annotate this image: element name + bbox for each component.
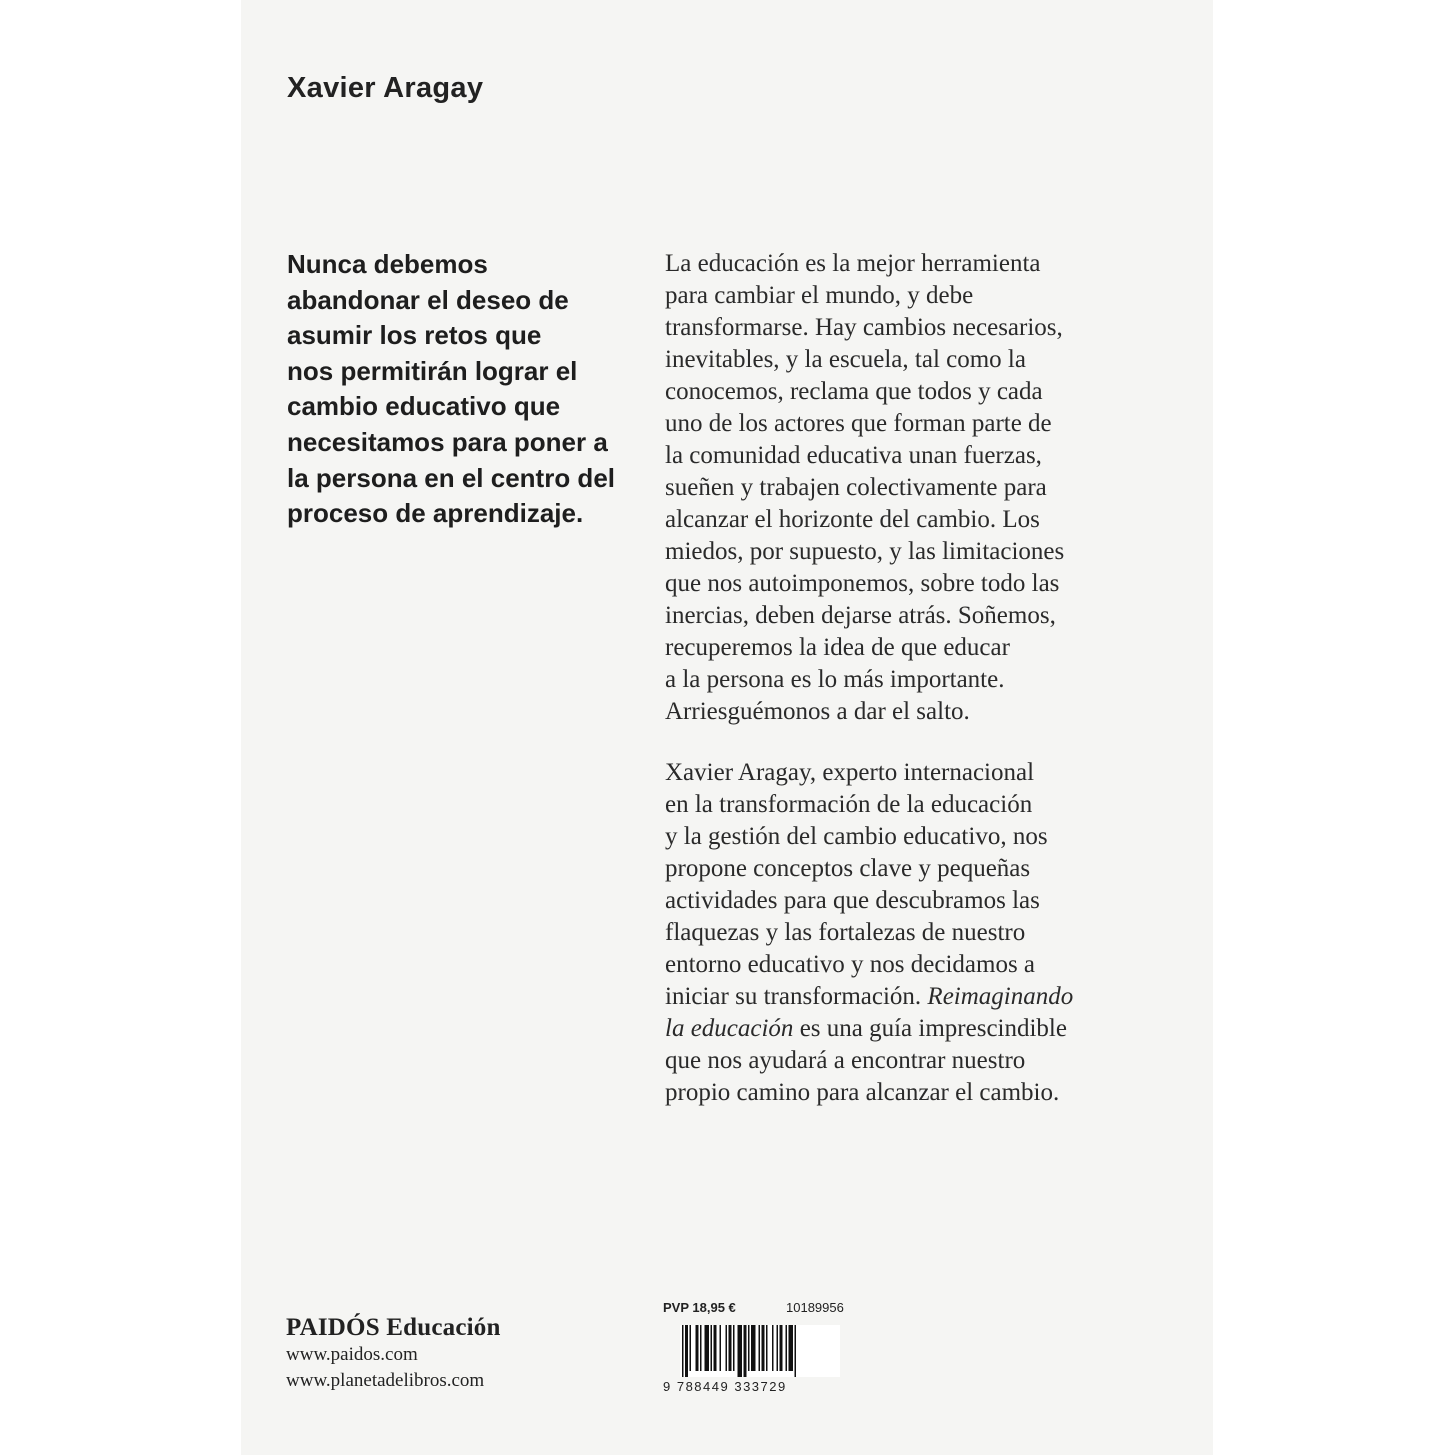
text-line: actividades para que descubramos las xyxy=(665,887,1040,914)
author-bio-paragraph xyxy=(665,757,1165,1109)
text-line: inevitables, y la escuela, tal como la xyxy=(665,346,1026,373)
text-line: propio camino para alcanzar el cambio. xyxy=(665,1079,1060,1106)
text-line: en la transformación de la educación xyxy=(665,791,1033,818)
barcode-bar xyxy=(711,1325,713,1371)
barcode-bars xyxy=(680,1325,840,1377)
pull-quote-line: necesitamos para poner a xyxy=(287,426,608,457)
text-line: recuperemos la idea de que educar xyxy=(665,634,1010,661)
text-line: que nos autoimponemos, sobre todo las xyxy=(665,570,1060,597)
synopsis-paragraph xyxy=(665,248,1165,728)
barcode-bar xyxy=(682,1325,684,1377)
text-line: sueñen y trabajen colectivamente para xyxy=(665,474,1047,501)
barcode-bar xyxy=(780,1325,783,1371)
barcode-bar xyxy=(786,1325,788,1371)
text-line: alcanzar el horizonte del cambio. Los xyxy=(665,506,1040,533)
barcode-bar xyxy=(777,1325,779,1371)
barcode-bar xyxy=(772,1325,774,1371)
text-line xyxy=(665,1013,1165,1045)
barcode-bar xyxy=(748,1325,750,1371)
text-line: a la persona es lo más importante. xyxy=(665,666,1005,693)
isbn-digits: 9 788449 333729 xyxy=(663,1379,787,1394)
text-line xyxy=(665,981,1165,1013)
book-title-italic: Reimaginando xyxy=(927,983,1074,1010)
product-code: 10189956 xyxy=(786,1300,844,1315)
book-title-italic: la educación xyxy=(665,1015,794,1042)
publisher-url: www.paidos.com xyxy=(286,1344,418,1365)
publisher-url: www.planetadelibros.com xyxy=(286,1370,485,1391)
text-line: miedos, por supuesto, y las limitaciones xyxy=(665,538,1065,565)
text-line: que nos ayudará a encontrar nuestro xyxy=(665,1047,1026,1074)
text-line: propone conceptos clave y pequeñas xyxy=(665,855,1031,882)
pull-quote-line: cambio educativo que xyxy=(287,391,561,422)
text-line: y la gestión del cambio educativo, nos xyxy=(665,823,1048,850)
barcode-bar xyxy=(766,1325,768,1371)
barcode-bar xyxy=(705,1325,710,1371)
text-line: la comunidad educativa unan fuerzas, xyxy=(665,442,1042,469)
barcode-bar xyxy=(751,1325,756,1371)
text-line: conocemos, reclama que todos y cada xyxy=(665,378,1043,405)
publisher-block xyxy=(286,1314,501,1394)
barcode-bar xyxy=(685,1325,688,1377)
barcode-bar xyxy=(714,1325,717,1371)
text-line: La educación es la mejor herramienta xyxy=(665,250,1041,277)
author-name: Xavier Aragay xyxy=(287,72,484,104)
barcode-bar xyxy=(762,1325,765,1371)
pull-quote-line: la persona en el centro del xyxy=(287,462,615,493)
text-line: Arriesguémonos a dar el salto. xyxy=(665,698,970,725)
barcode-bar xyxy=(744,1325,747,1377)
barcode-bar xyxy=(720,1325,722,1371)
text-line: Xavier Aragay, experto internacional xyxy=(665,759,1035,786)
barcode-bar xyxy=(696,1325,699,1371)
barcode-bar xyxy=(733,1325,735,1371)
text-line: flaquezas y las fortalezas de nuestro xyxy=(665,919,1026,946)
barcode-bar xyxy=(738,1325,743,1377)
barcode-bar xyxy=(690,1325,692,1371)
pull-quote-line: asumir los retos que xyxy=(287,320,542,351)
pull-quote-line: Nunca debemos xyxy=(287,249,488,279)
pull-quote-line: proceso de aprendizaje. xyxy=(287,498,584,529)
pull-quote xyxy=(287,247,647,532)
text-line: uno de los actores que forman parte de xyxy=(665,410,1052,437)
publisher-brand: PAIDÓS Educación xyxy=(286,1314,501,1341)
text-line: para cambiar el mundo, y debe xyxy=(665,282,974,309)
barcode-bar xyxy=(726,1325,728,1371)
barcode-bar xyxy=(700,1325,702,1371)
text-line: inercias, deben dejarse atrás. Soñemos, xyxy=(665,602,1056,629)
barcode xyxy=(680,1325,840,1377)
text-fragment: es una guía imprescindible xyxy=(793,1015,1067,1042)
text-fragment: iniciar su transformación. xyxy=(665,983,928,1010)
price-label: PVP 18,95 € xyxy=(663,1300,736,1315)
text-line: transformarse. Hay cambios necesarios, xyxy=(665,314,1063,341)
barcode-bar xyxy=(759,1325,761,1371)
pull-quote-line: abandonar el deseo de xyxy=(287,284,569,315)
barcode-bar xyxy=(729,1325,732,1371)
text-line: entorno educativo y nos decidamos a xyxy=(665,951,1036,978)
barcode-bar xyxy=(789,1325,794,1371)
pull-quote-line: nos permitirán lograr el xyxy=(287,355,578,386)
barcode-bar xyxy=(795,1325,797,1377)
